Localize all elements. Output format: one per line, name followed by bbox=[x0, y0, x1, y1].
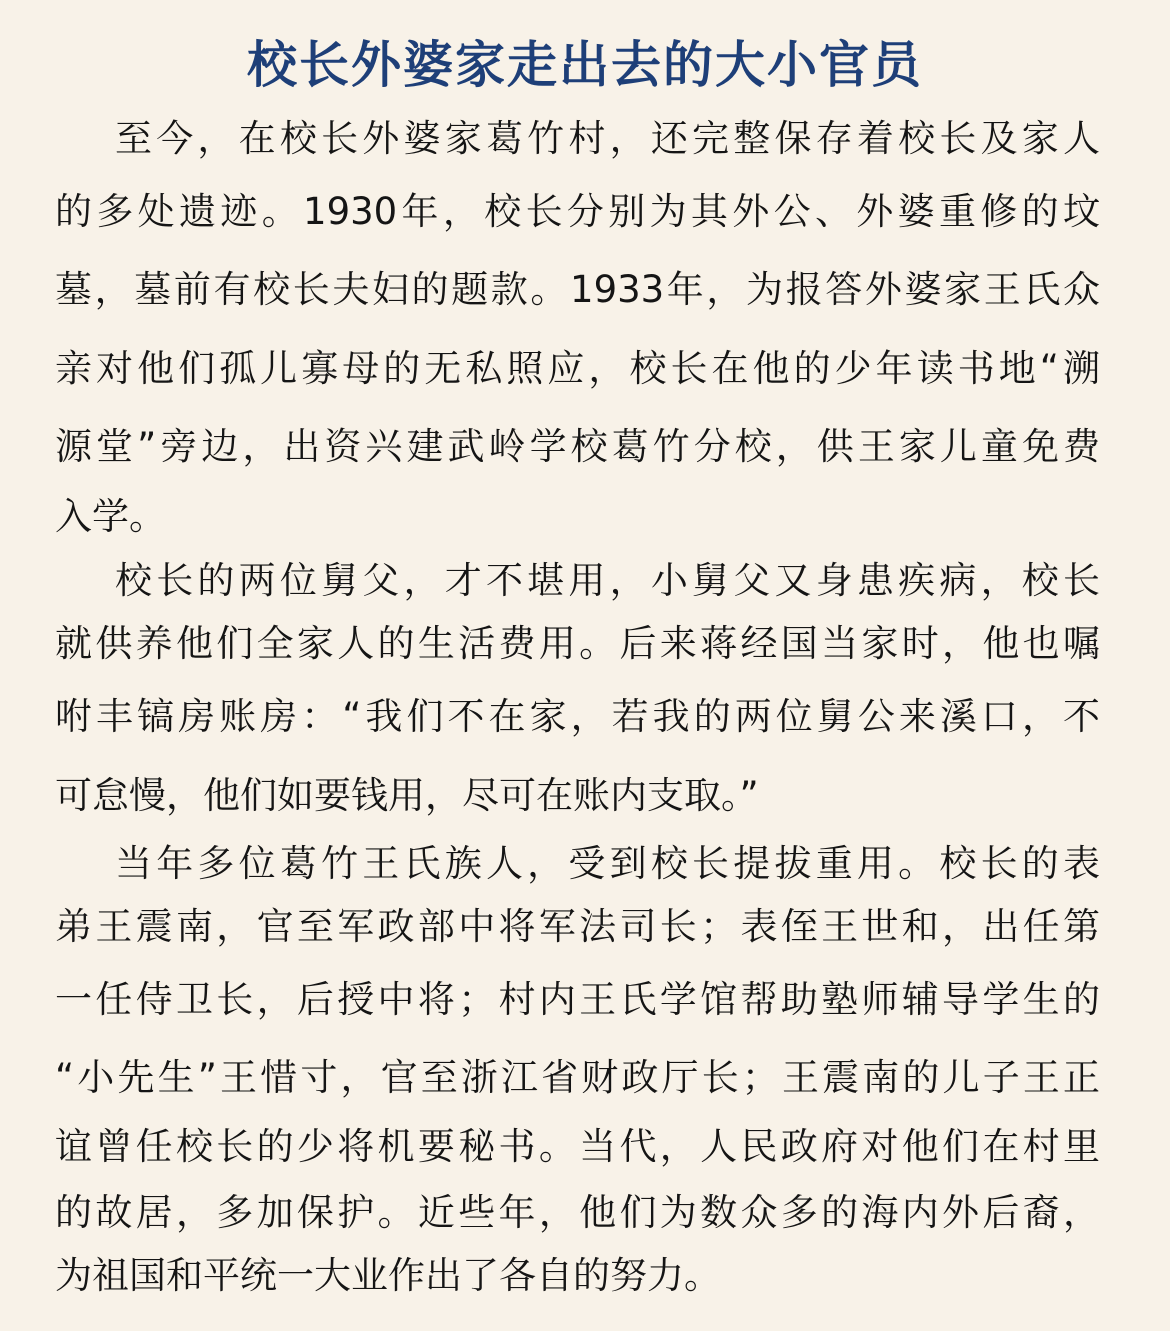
paragraph-1-line-4: 亲对他们孤儿寡母的无私照应，校长在他的少年读书地“溯 bbox=[55, 347, 1100, 390]
paragraph-3-line-2: 弟王震南，官至军政部中将军法司长；表侄王世和，出任第 bbox=[55, 905, 1100, 948]
paragraph-3-line-7: 为祖国和平统一大业作出了各自的努力。 bbox=[55, 1254, 721, 1297]
paragraph-2-line-2: 就供养他们全家人的生活费用。后来蒋经国当家时，他也嘱 bbox=[55, 622, 1100, 665]
paragraph-3-line-5: 谊曾任校长的少将机要秘书。当代，人民政府对他们在村里 bbox=[55, 1125, 1100, 1168]
paragraph-1-line-1: 至今，在校长外婆家葛竹村，还完整保存着校长及家人 bbox=[115, 117, 1100, 160]
paragraph-3-line-6: 的故居，多加保护。近些年，他们为数众多的海内外后裔， bbox=[55, 1191, 1100, 1234]
article-title: 校长外婆家走出去的大小官员 bbox=[247, 36, 923, 94]
paragraph-3-line-4: “小先生”王惜寸，官至浙江省财政厅长；王震南的儿子王正 bbox=[55, 1056, 1100, 1099]
paragraph-2-line-1: 校长的两位舅父，才不堪用，小舅父又身患疾病，校长 bbox=[115, 559, 1100, 602]
paragraph-2-line-4: 可怠慢，他们如要钱用，尽可在账内支取。” bbox=[55, 774, 759, 817]
paragraph-1-line-5: 源堂”旁边，出资兴建武岭学校葛竹分校，供王家儿童免费 bbox=[55, 425, 1100, 468]
paragraph-1-line-3: 墓，墓前有校长夫妇的题款。1933年，为报答外婆家王氏众 bbox=[55, 268, 1100, 311]
paragraph-3-line-3: 一任侍卫长，后授中将；村内王氏学馆帮助塾师辅导学生的 bbox=[55, 978, 1100, 1021]
paragraph-1-line-2: 的多处遗迹。1930年，校长分别为其外公、外婆重修的坟 bbox=[55, 190, 1100, 233]
paragraph-2-line-3: 咐丰镐房账房：“我们不在家，若我的两位舅公来溪口，不 bbox=[55, 695, 1100, 738]
paragraph-1-line-6: 入学。 bbox=[55, 495, 166, 538]
paragraph-3-line-1: 当年多位葛竹王氏族人，受到校长提拔重用。校长的表 bbox=[115, 842, 1100, 885]
